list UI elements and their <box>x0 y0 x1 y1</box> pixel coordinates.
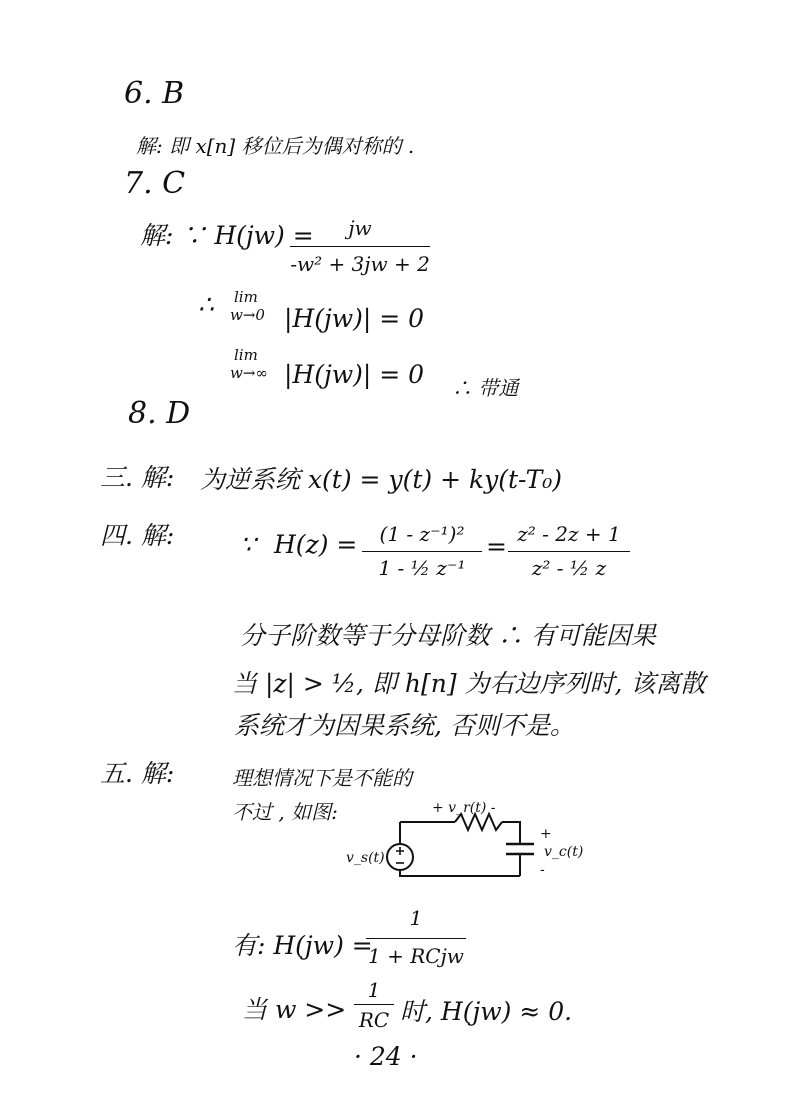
capacitor-minus-sign: - <box>540 862 545 878</box>
s5-condition-numerator: 1 <box>367 978 381 1002</box>
s5-transfer-numerator: 1 <box>409 906 423 930</box>
s4-fraction2-numerator: z² - 2z + 1 <box>517 522 621 546</box>
resistor-symbol <box>455 814 502 830</box>
s4-fraction1-denominator: 1 - ½ z⁻¹ <box>378 556 466 580</box>
s4-fraction1-numerator: (1 - z⁻¹)² <box>379 522 465 546</box>
s3-equation: 为逆系统 x(t) = y(t) + ky(t-T₀) <box>200 465 563 494</box>
s5-transfer-denominator: 1 + RCjw <box>368 944 464 968</box>
page-number: · 24 · <box>354 1042 418 1071</box>
q7-limit1-word: lim <box>234 288 258 306</box>
q6-label: 6. B <box>124 76 185 111</box>
q7-limit1-expression: |H(jw)| = 0 <box>284 304 425 333</box>
s4-line3: 系统才为因果系统, 否则不是。 <box>234 711 575 740</box>
s5-transfer-prefix: 有: H(jw) = <box>232 931 373 960</box>
source-voltage-label: v_s(t) <box>346 850 385 866</box>
q8-label: 8. D <box>128 396 191 431</box>
s3-label: 三. 解: <box>100 463 175 492</box>
q7-prefix: 解: ∵ H(jw) = <box>140 221 314 250</box>
s5-condition-denominator: RC <box>358 1008 390 1032</box>
rc-circuit-diagram <box>346 796 600 916</box>
q6-solution: 解: 即 x[n] 移位后为偶对称的 . <box>136 134 415 158</box>
s4-line1: 分子阶数等于分母阶数 ∴ 有可能因果 <box>240 621 656 650</box>
s5-condition-bar <box>354 1004 394 1005</box>
s4-equals: = <box>486 532 507 561</box>
s5-transfer-bar <box>366 938 466 939</box>
q7-fraction-bar <box>290 246 430 247</box>
capacitor-voltage-label: v_c(t) <box>544 844 584 860</box>
q7-therefore-symbol: ∴ <box>198 290 214 319</box>
s5-condition-prefix: 当 w >> <box>242 995 347 1024</box>
s4-fraction1-bar <box>362 551 482 552</box>
q7-fraction-denominator: -w² + 3jw + 2 <box>290 252 430 276</box>
s5-line2: 不过 , 如图: <box>232 800 338 824</box>
q7-conclusion: ∴ 带通 <box>452 376 519 400</box>
s4-line2: 当 |z| > ½, 即 h[n] 为右边序列时, 该离散 <box>232 669 706 698</box>
q7-limit2-expression: |H(jw)| = 0 <box>284 360 425 389</box>
q7-limit1-subscript: w→0 <box>230 306 265 324</box>
s5-label: 五. 解: <box>100 759 175 788</box>
s4-fraction2-denominator: z² - ½ z <box>531 556 607 580</box>
q7-limit2-subscript: w→∞ <box>230 364 268 382</box>
s4-hz: H(z) = <box>274 530 358 559</box>
s4-fraction2-bar <box>508 551 630 552</box>
q7-label: 7. C <box>124 166 186 201</box>
s5-condition-suffix: 时, H(jw) ≈ 0. <box>400 997 573 1026</box>
q7-fraction-numerator: jw <box>348 216 372 240</box>
s4-label: 四. 解: <box>100 521 175 550</box>
s4-since-symbol: ∵ <box>240 530 256 559</box>
capacitor-plus-sign: + <box>540 826 552 842</box>
q7-limit2-word: lim <box>234 346 258 364</box>
s5-line1: 理想情况下是不能的 <box>232 766 412 790</box>
resistor-voltage-label: + v_r(t) - <box>432 800 496 816</box>
